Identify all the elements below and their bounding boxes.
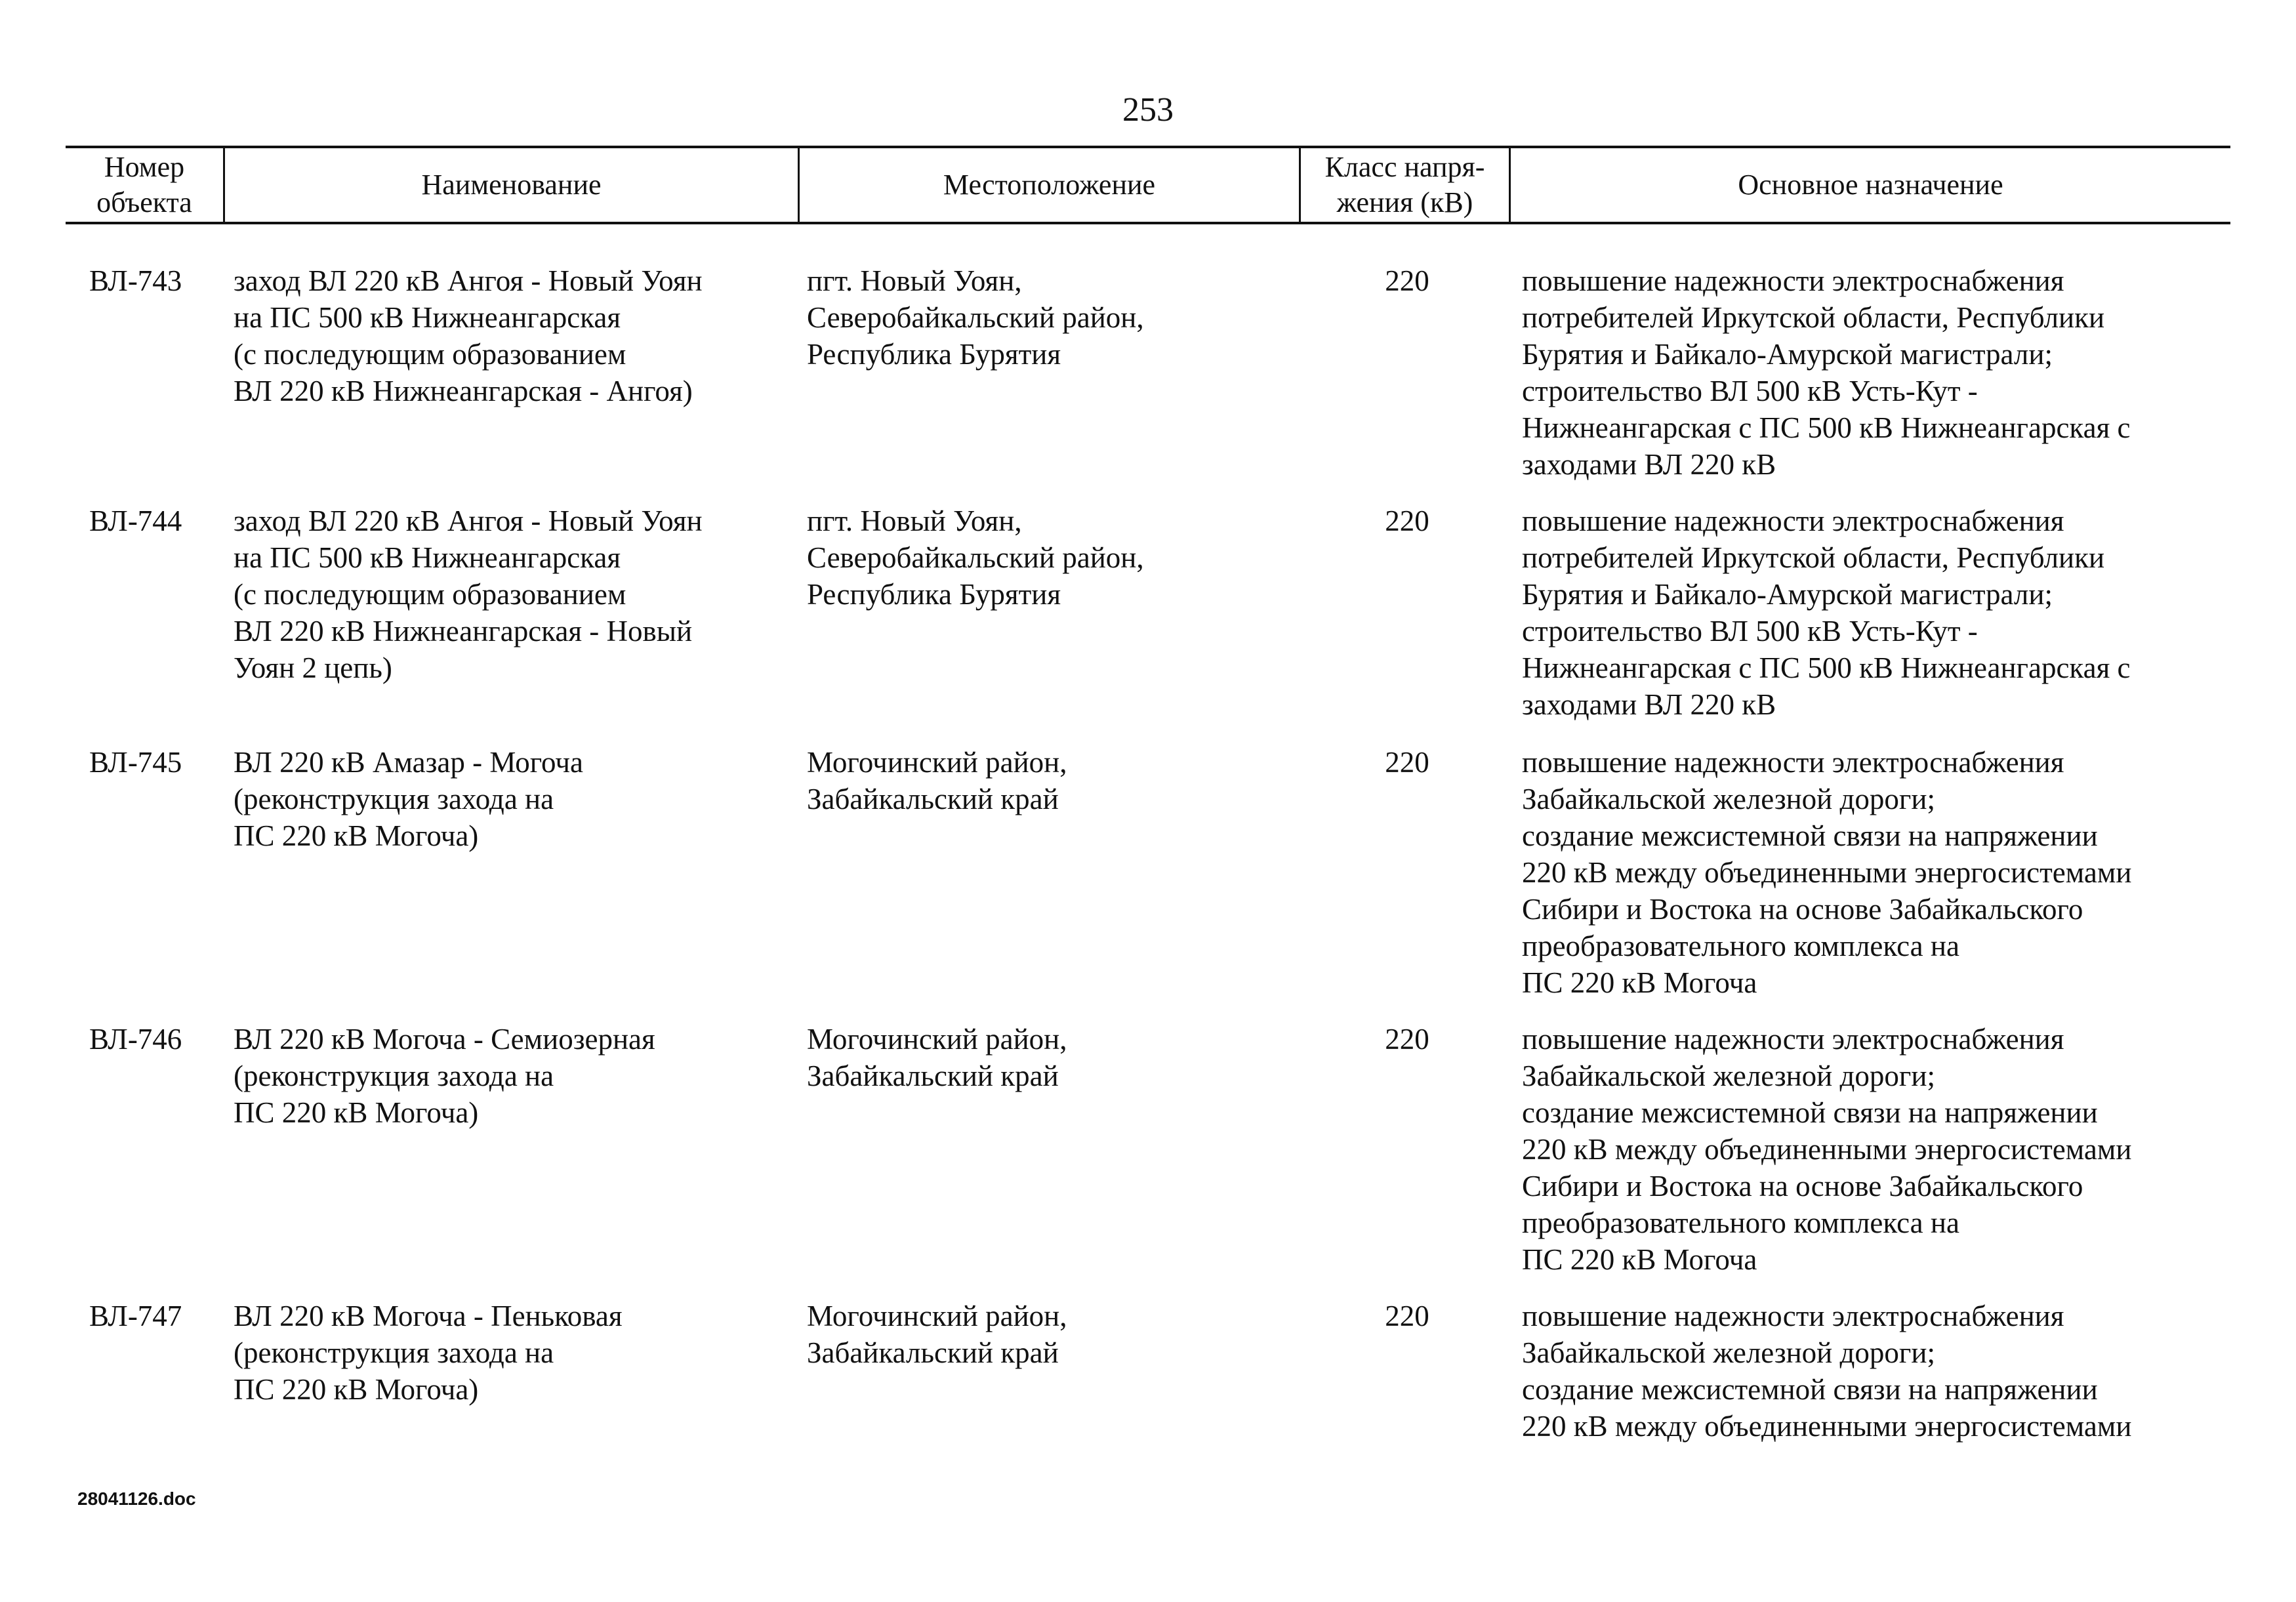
object-name: ВЛ 220 кВ Могоча - Пеньковая (реконструкция захода на ПС 220 кВ Могоча) xyxy=(234,1300,623,1406)
object-name: заход ВЛ 220 кВ Ангоя - Новый Уоян на ПС 500 кВ Нижнеангарская (с последующим образованием ВЛ 220 кВ Нижнеангарская - Ангоя) xyxy=(234,264,703,407)
object-location: Могочинский район, Забайкальский край xyxy=(807,1300,1067,1369)
object-voltage: 220 xyxy=(1385,746,1429,779)
header-bottom-rule xyxy=(66,222,2230,224)
object-number: ВЛ-745 xyxy=(89,746,182,779)
header-location xyxy=(800,148,1299,222)
object-location: Могочинский район, Забайкальский край xyxy=(807,746,1067,815)
header-number-label: Номер объекта xyxy=(96,151,192,218)
header-voltage-label: Класс напря- жения (кВ) xyxy=(1324,151,1485,218)
page-number: 253 xyxy=(1122,91,1174,129)
object-purpose: повышение надежности электроснабжения Забайкальской железной дороги; создание межсистемной связи на напряжении 220 кВ между объединенными энергосистемами Сибири и Востока на основе Забайкальского преобразовательного комплекса на ПС 220 кВ Могоча xyxy=(1522,1023,2132,1276)
object-voltage: 220 xyxy=(1385,504,1429,537)
header-location-label: Местоположение xyxy=(943,169,1156,201)
object-location: пгт. Новый Уоян, Северобайкальский район, Республика Бурятия xyxy=(807,504,1144,611)
object-name: ВЛ 220 кВ Амазар - Могоча (реконструкция захода на ПС 220 кВ Могоча) xyxy=(234,746,583,852)
object-voltage: 220 xyxy=(1385,1023,1429,1056)
object-purpose: повышение надежности электроснабжения потребителей Иркутской области, Республики Бурятия и Байкало-Амурской магистрали; строительство ВЛ 500 кВ Усть-Кут - Нижнеангарская с ПС 500 кВ Нижнеангарская с заходами ВЛ 220 кВ xyxy=(1522,504,2131,721)
object-name: заход ВЛ 220 кВ Ангоя - Новый Уоян на ПС 500 кВ Нижнеангарская (с последующим образованием ВЛ 220 кВ Нижнеангарская - Новый Уоян 2 цепь) xyxy=(234,504,703,684)
object-purpose: повышение надежности электроснабжения Забайкальской железной дороги; создание межсистемной связи на напряжении 220 кВ между объединенными энергосистемами Сибири и Востока на основе Забайкальского преобразовательного комплекса на ПС 220 кВ Могоча xyxy=(1522,746,2132,999)
object-number: ВЛ-744 xyxy=(89,504,182,537)
object-name: ВЛ 220 кВ Могоча - Семиозерная (реконструкция захода на ПС 220 кВ Могоча) xyxy=(234,1023,655,1129)
object-number: ВЛ-743 xyxy=(89,264,182,297)
object-number: ВЛ-746 xyxy=(89,1023,182,1056)
header-purpose-label: Основное назначение xyxy=(1738,169,2003,201)
header-voltage xyxy=(1301,148,1509,222)
object-voltage: 220 xyxy=(1385,264,1429,297)
object-number: ВЛ-747 xyxy=(89,1300,182,1332)
header-name-label: Наименование xyxy=(421,169,602,201)
header-number xyxy=(66,148,223,222)
object-voltage: 220 xyxy=(1385,1300,1429,1332)
document-filename: 28041126.doc xyxy=(77,1489,196,1509)
object-purpose: повышение надежности электроснабжения Забайкальской железной дороги; создание межсистемной связи на напряжении 220 кВ между объединенными энергосистемами xyxy=(1522,1300,2132,1443)
object-purpose: повышение надежности электроснабжения потребителей Иркутской области, Республики Бурятия и Байкало-Амурской магистрали; строительство ВЛ 500 кВ Усть-Кут - Нижнеангарская с ПС 500 кВ Нижнеангарская с заходами ВЛ 220 кВ xyxy=(1522,264,2131,481)
header-name xyxy=(225,148,798,222)
header-purpose xyxy=(1511,148,2230,222)
object-location: Могочинский район, Забайкальский край xyxy=(807,1023,1067,1092)
object-location: пгт. Новый Уоян, Северобайкальский район, Республика Бурятия xyxy=(807,264,1144,371)
